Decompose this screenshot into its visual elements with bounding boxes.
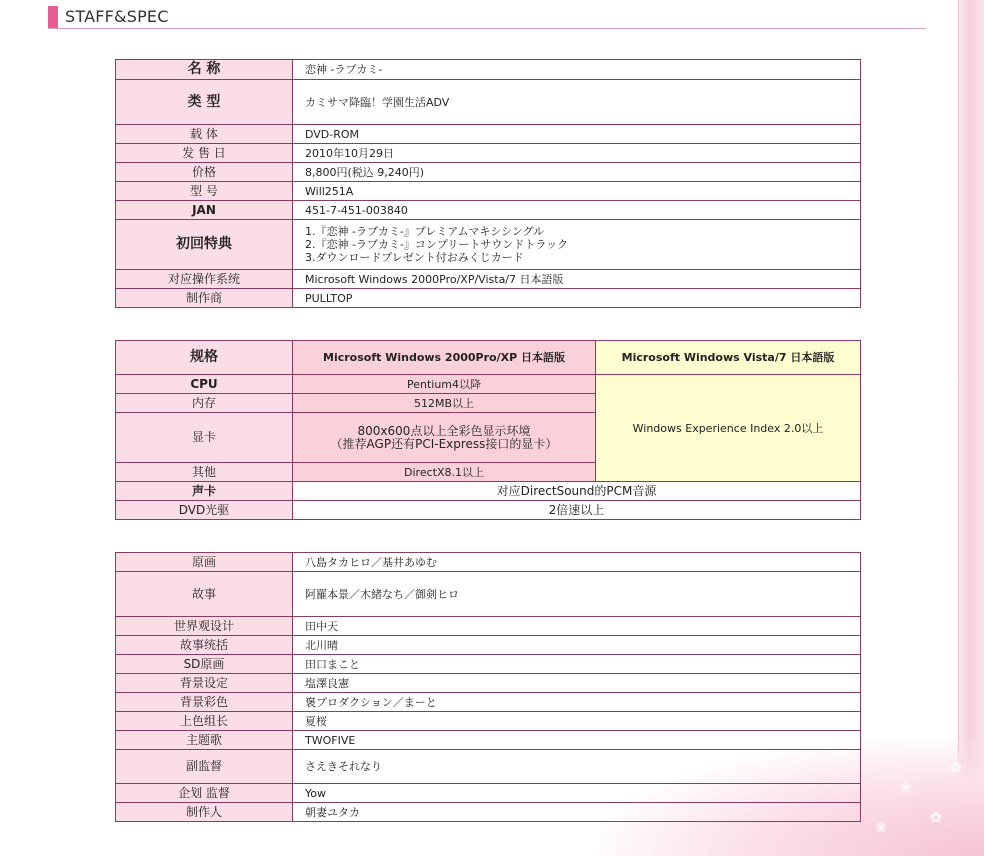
row-label: 原画: [116, 553, 293, 572]
table-row: [116, 375, 861, 394]
row-value: 田中天: [293, 617, 861, 636]
row-label: 企划 监督: [116, 784, 293, 803]
row-value: 塩澤良憲: [293, 674, 861, 693]
row-value: 褒プロダクション／まーと: [293, 693, 861, 712]
column-header-xp: Microsoft Windows 2000Pro/XP 日本語版: [293, 341, 596, 375]
header-accent-bar: [48, 6, 58, 28]
row-value: 阿羅本景／木緒なち／御剣ヒロ: [293, 572, 861, 617]
row-value: Yow: [293, 784, 861, 803]
row-value: 对应DirectSound的PCM音源: [293, 482, 861, 501]
flower-icon: ❀: [900, 780, 912, 796]
row-label: 规格: [116, 341, 293, 375]
row-value: 451-7-451-003840: [293, 201, 861, 220]
table-row: [116, 750, 861, 784]
row-label: 载 体: [116, 125, 293, 144]
row-label: 背景设定: [116, 674, 293, 693]
row-value: さえきそれなり: [293, 750, 861, 784]
row-label: 故事: [116, 572, 293, 617]
row-value: 800x600点以上全彩色显示环境 （推荐AGP还有PCI-Express接口的显卡）: [293, 413, 596, 463]
section-title: STAFF&SPEC: [65, 7, 169, 26]
table-row: [116, 572, 861, 617]
table-row: [116, 289, 861, 308]
table-row: [116, 144, 861, 163]
table-row: [116, 220, 861, 270]
row-label: 内存: [116, 394, 293, 413]
section-header: [48, 6, 926, 29]
row-label: 初回特典: [116, 220, 293, 270]
row-value: 恋神 -ラブカミ-: [293, 60, 861, 80]
row-value: 8,800円(税込 9,240円): [293, 163, 861, 182]
row-value: 512MB以上: [293, 394, 596, 413]
row-label: SD原画: [116, 655, 293, 674]
table-row: [116, 482, 861, 501]
flower-icon: ✿: [950, 760, 962, 776]
staff-table: [115, 552, 861, 822]
table-row: [116, 501, 861, 520]
row-value: 北川晴: [293, 636, 861, 655]
table-row: [116, 803, 861, 822]
row-label: 其他: [116, 463, 293, 482]
row-label: 上色组长: [116, 712, 293, 731]
table-row: [116, 270, 861, 289]
row-label: 名 称: [116, 60, 293, 80]
row-value: 田口まこと: [293, 655, 861, 674]
decorative-side-stripe: [958, 0, 984, 856]
table-row: [116, 731, 861, 750]
table-row: [116, 341, 861, 375]
row-label: 型 号: [116, 182, 293, 201]
row-label: 显卡: [116, 413, 293, 463]
row-value: 1.『恋神 -ラブカミ-』プレミアムマキシシングル 2.『恋神 -ラブカミ-』コンプリートサウンドトラック 3.ダウンロードプレゼント付おみくじカード: [293, 220, 861, 270]
row-value: Pentium4以降: [293, 375, 596, 394]
table-row: [116, 553, 861, 572]
product-info-table: [115, 59, 861, 308]
table-row: [116, 655, 861, 674]
row-label: 价格: [116, 163, 293, 182]
row-label: 对应操作系统: [116, 270, 293, 289]
row-value: TWOFIVE: [293, 731, 861, 750]
row-value: 2倍速以上: [293, 501, 861, 520]
row-value: 朝妻ユタカ: [293, 803, 861, 822]
row-value: Microsoft Windows 2000Pro/XP/Vista/7 日本語版: [293, 270, 861, 289]
table-row: [116, 60, 861, 80]
row-label: 声卡: [116, 482, 293, 501]
row-label: 副监督: [116, 750, 293, 784]
row-label: 制作商: [116, 289, 293, 308]
table-row: [116, 693, 861, 712]
row-label: JAN: [116, 201, 293, 220]
flower-icon: ❀: [875, 820, 887, 836]
row-value: DirectX8.1以上: [293, 463, 596, 482]
table-row: [116, 712, 861, 731]
row-value: 八島タカヒロ／基井あゆむ: [293, 553, 861, 572]
row-label: 制作人: [116, 803, 293, 822]
row-label: 故事统括: [116, 636, 293, 655]
flower-icon: ✿: [930, 810, 942, 826]
row-value: Will251A: [293, 182, 861, 201]
row-label: 背景彩色: [116, 693, 293, 712]
row-value: DVD-ROM: [293, 125, 861, 144]
row-value: 夏桜: [293, 712, 861, 731]
table-row: [116, 201, 861, 220]
row-label: 世界观设计: [116, 617, 293, 636]
table-row: [116, 163, 861, 182]
row-value: 2010年10月29日: [293, 144, 861, 163]
table-row: [116, 80, 861, 125]
row-value: PULLTOP: [293, 289, 861, 308]
table-row: [116, 636, 861, 655]
table-row: [116, 674, 861, 693]
vista-requirement: Windows Experience Index 2.0以上: [596, 375, 861, 482]
row-label: 主题歌: [116, 731, 293, 750]
table-row: [116, 125, 861, 144]
table-row: [116, 784, 861, 803]
row-value: カミサマ降臨！学園生活ADV: [293, 80, 861, 125]
table-row: [116, 617, 861, 636]
row-label: 类 型: [116, 80, 293, 125]
system-requirements-table: [115, 340, 861, 520]
row-label: CPU: [116, 375, 293, 394]
row-label: DVD光驱: [116, 501, 293, 520]
table-row: [116, 182, 861, 201]
row-label: 发 售 日: [116, 144, 293, 163]
column-header-vista: Microsoft Windows Vista/7 日本語版: [596, 341, 861, 375]
